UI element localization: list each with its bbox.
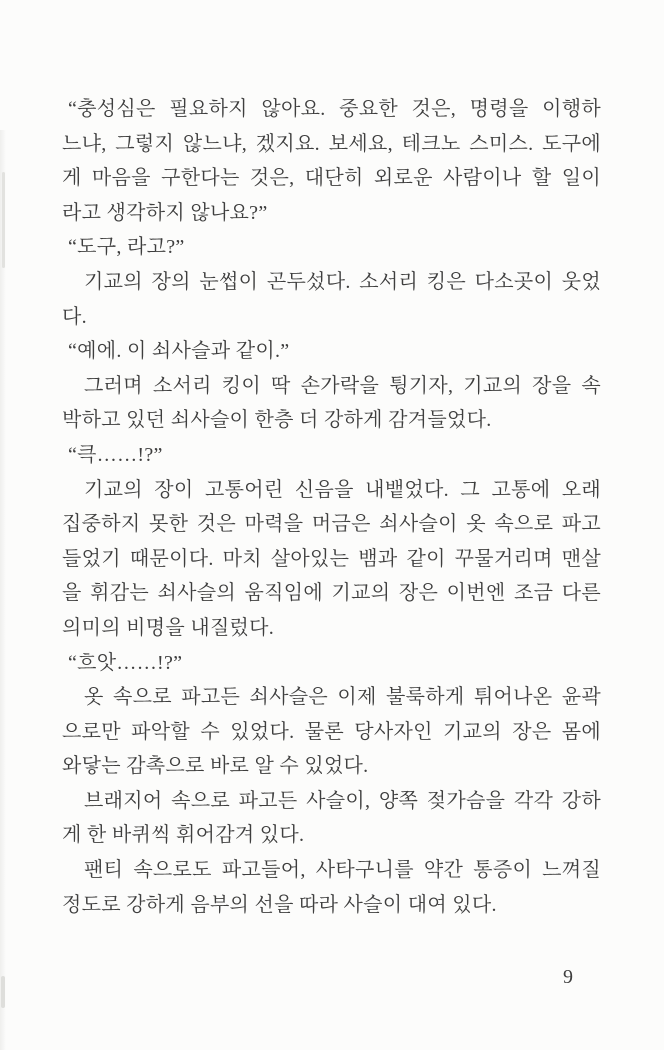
text-line: 으로만 파악할 수 있었다. 물론 당사자인 기교의 장은 몸에 [62,720,601,743]
text-line: 게 한 바퀴씩 휘어감겨 있다. [62,824,305,847]
text-line: “큭……!?” [68,443,163,466]
text-line: 들었기 때문이다. 마치 살아있는 뱀과 같이 꾸물거리며 맨살 [62,547,601,570]
text-line: “예에. 이 쇠사슬과 같이.” [68,340,290,363]
paragraph [62,853,601,922]
scan-edge-shadow [0,130,6,1050]
text-block [62,92,601,922]
text-line: 와닿는 감촉으로 바로 알 수 있었다. [62,755,369,778]
text-line: “도구, 라고?” [68,236,185,259]
paragraph [62,646,601,681]
text-line: 그러며 소서리 킹이 딱 손가락을 튕기자, 기교의 장을 속 [84,374,601,397]
paragraph [62,680,601,784]
text-line: 을 휘감는 쇠사슬의 움직임에 기교의 장은 이번엔 조금 다른 [62,582,601,605]
scan-artifact [1,976,5,1008]
paragraph [62,230,601,265]
paragraph [62,438,601,473]
text-line: 기교의 장이 고통어린 신음을 내뱉었다. 그 고통에 오래 [84,478,601,501]
text-line: 기교의 장의 눈썹이 곤두섰다. 소서리 킹은 다소곳이 웃었 [84,270,601,293]
text-line: 다. [62,305,87,328]
text-line: 옷 속으로 파고든 쇠사슬은 이제 불룩하게 튀어나온 윤곽 [84,686,601,709]
text-line: 팬티 속으로도 파고들어, 사타구니를 약간 통증이 느껴질 [84,859,601,882]
text-line: 박하고 있던 쇠사슬이 한층 더 강하게 감겨들었다. [62,409,492,432]
paragraph [62,473,601,646]
paragraph [62,784,601,853]
text-line: 게 마음을 구한다는 것은, 대단히 외로운 사람이나 할 일이 [62,167,601,190]
paragraph [62,92,601,230]
text-line: “흐앗……!?” [68,651,183,674]
paragraph [62,265,601,334]
text-line: 정도로 강하게 음부의 선을 따라 사슬이 대여 있다. [62,893,497,916]
text-line: 의미의 비명을 내질렀다. [62,616,275,639]
page-number: 9 [563,966,573,988]
paragraph [62,334,601,369]
text-line: 라고 생각하지 않나요?” [62,201,268,224]
paragraph [62,369,601,438]
text-line: 느냐, 그렇지 않느냐, 겠지요. 보세요, 테크노 스미스. 도구에 [62,132,601,155]
text-line: “충성심은 필요하지 않아요. 중요한 것은, 명령을 이행하 [68,98,601,120]
text-line: 브래지어 속으로 파고든 사슬이, 양쪽 젖가슴을 각각 강하 [84,789,601,812]
scan-artifact [2,172,5,268]
text-line: 집중하지 못한 것은 마력을 머금은 쇠사슬이 옷 속으로 파고 [62,513,601,536]
